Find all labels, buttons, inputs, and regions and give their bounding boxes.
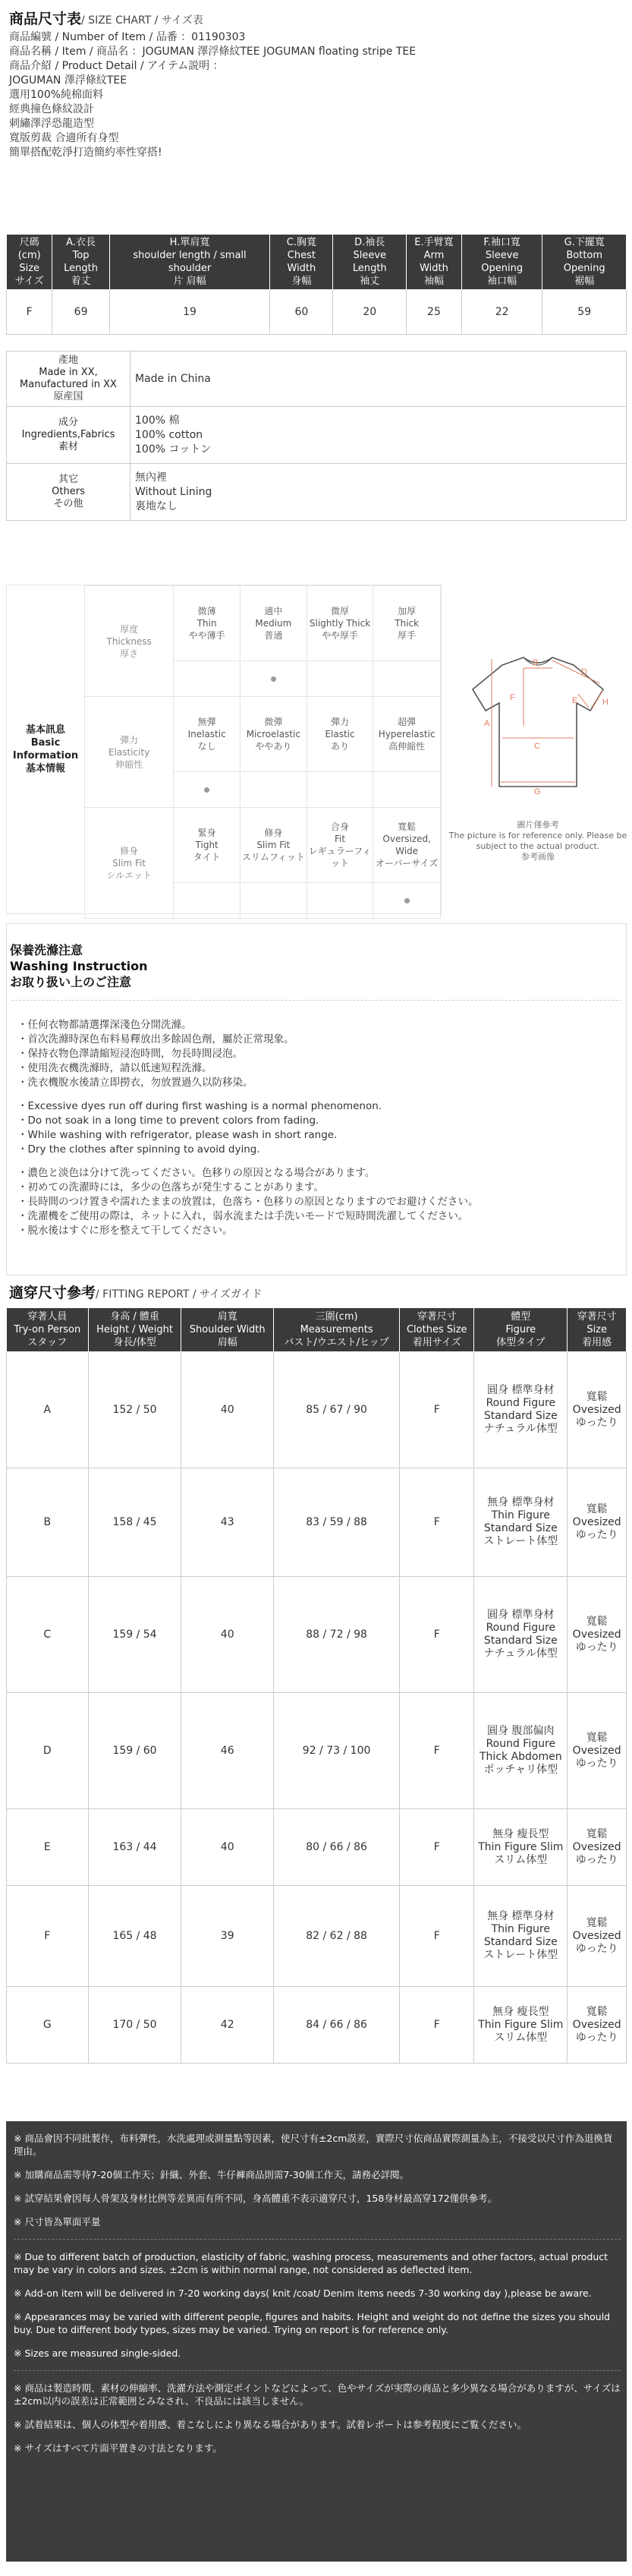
info-line: 商品編號 / Number of Item / 品番 ：01190303 bbox=[9, 31, 246, 43]
note-line: ※ Appearances may be varied with different people, figures and habits. Height and weight do not define the sizes you should buy. Due to different body types, sizes may be varied. Trying on report is for reference only. bbox=[14, 2311, 611, 2335]
fitting-cell: 無身 瘦長型 Thin Figure Slim スリム体型 bbox=[474, 1987, 568, 2064]
fitting-cell: 寬鬆 Ovesized ゆったり bbox=[568, 1987, 627, 2064]
fitting-cell: 無身 標準身材 Thin Figure Standard Size ストレート体型 bbox=[474, 1886, 568, 1987]
page-title bbox=[9, 8, 203, 28]
note-line: ※ Add-on item will be delivered in 7-20 working days( knit /coat/ Denim items needs 7-30 working day ),please be aware. bbox=[14, 2288, 592, 2299]
basic-info-panel bbox=[6, 585, 442, 914]
feel-mark bbox=[373, 772, 441, 808]
fitting-cell: F bbox=[400, 1352, 474, 1468]
feel-option: 微彈 Microelastic ややあり bbox=[241, 697, 307, 772]
fitting-cell: 寬鬆 Ovesized ゆったり bbox=[568, 1886, 627, 1987]
fitting-cell: F bbox=[7, 1886, 89, 1987]
table-row bbox=[7, 1809, 627, 1886]
fitting-cell: F bbox=[400, 1809, 474, 1886]
fitting-cell: 寬鬆 Ovesized ゆったり bbox=[568, 1468, 627, 1577]
tshirt-measurement-diagram bbox=[448, 635, 628, 825]
selected-dot bbox=[204, 787, 209, 793]
diagram-label-g: G bbox=[534, 787, 541, 796]
size-cell: 25 bbox=[407, 290, 462, 335]
fitting-cell: 158 / 45 bbox=[88, 1468, 181, 1577]
fitting-header: 穿著人員 Try-on Person スタッフ bbox=[7, 1308, 89, 1352]
feel-option: 彈力 Elastic あり bbox=[307, 697, 373, 772]
fitting-cell: 40 bbox=[181, 1352, 274, 1468]
diagram-label-h: H bbox=[602, 698, 608, 707]
fitting-cell: C bbox=[7, 1577, 89, 1693]
table-row bbox=[85, 808, 441, 883]
material-value: Made in China bbox=[130, 352, 627, 407]
fitting-cell: 152 / 50 bbox=[88, 1352, 181, 1468]
washing-block: ・任何衣物都請選擇深淺色分開洗滌。 ・首次洗滌時深色布料易釋放出多餘固色劑，屬於正常現象。 ・保持衣物色澤請縮短浸泡時間，勿長時間浸泡。 ・使用洗衣機洗滌時，請以低速短程洗滌。 ・洗衣機脫水後請立即撈衣，勿放置過久以防移染。 bbox=[17, 1019, 294, 1089]
info-line: 經典撞色條紋設計 bbox=[9, 103, 94, 115]
fitting-title-text: 適穿尺寸參考 bbox=[9, 1285, 96, 1301]
fitting-cell: 39 bbox=[181, 1886, 274, 1987]
fitting-cell: 圓身 腹部偏肉 Round Figure Thick Abdomen ポッチャリ体型 bbox=[474, 1693, 568, 1809]
note-line: ※ 試穿結果會因每人骨架及身材比例等差異而有所不同，身高體重不表示適穿尺寸，158身材最高穿172僅供參考。 bbox=[14, 2193, 498, 2204]
fitting-cell: F bbox=[400, 1693, 474, 1809]
info-line: 選用100%純棉面料 bbox=[9, 89, 104, 101]
fitting-cell: 42 bbox=[181, 1987, 274, 2064]
feel-option: 微薄 Thin やや薄手 bbox=[174, 586, 241, 661]
fitting-cell: 88 / 72 / 98 bbox=[273, 1577, 399, 1693]
washing-title: 保養洗滌注意 Washing Instruction お取り扱い上のご注意 bbox=[10, 943, 148, 989]
fitting-cell: F bbox=[400, 1987, 474, 2064]
size-cell: 20 bbox=[333, 290, 407, 335]
table-row bbox=[85, 586, 441, 661]
fitting-cell: 170 / 50 bbox=[88, 1987, 181, 2064]
fitting-cell: 43 bbox=[181, 1468, 274, 1577]
divider bbox=[11, 1000, 621, 1001]
size-cell: 69 bbox=[52, 290, 109, 335]
feel-mark bbox=[174, 772, 241, 808]
diagram-label-b: B bbox=[533, 658, 539, 667]
fitting-cell: E bbox=[7, 1809, 89, 1886]
fitting-title-sub: / FITTING REPORT / サイズガイド bbox=[96, 1288, 263, 1301]
info-line: 寬版剪裁 合適所有身型 bbox=[9, 132, 119, 144]
material-label: 產地 Made in XX, Manufactured in XX 原産国 bbox=[7, 352, 130, 407]
note-line: ※ 商品は製造時期、素材の伸縮率、洗濯方法や測定ポイントなどによって、色やサイズが実際の商品と多少異なる場合がありますが、サイズは±2cm以内の誤差は正常範囲とみなされ、不良品には該当しません。 bbox=[14, 2382, 621, 2407]
table-row bbox=[7, 464, 627, 521]
feel-mark bbox=[174, 661, 241, 697]
selected-dot bbox=[404, 898, 410, 903]
feel-option: 適中 Medium 普通 bbox=[241, 586, 307, 661]
size-cell: 59 bbox=[542, 290, 627, 335]
material-value: 無內裡 Without Lining 裏地なし bbox=[130, 464, 627, 521]
fitting-header: 體型 Figure 体型タイプ bbox=[474, 1308, 568, 1352]
feel-mark bbox=[373, 883, 441, 919]
material-label: 成分 Ingredients,Fabrics 素材 bbox=[7, 407, 130, 464]
washing-body bbox=[17, 1018, 479, 1247]
fitting-cell: 寬鬆 Ovesized ゆったり bbox=[568, 1693, 627, 1809]
note-line: ※ Sizes are measured single-sided. bbox=[14, 2347, 181, 2359]
diagram-label-f: F bbox=[510, 693, 515, 702]
info-line: 刺繡澤浮恐龍造型 bbox=[9, 118, 94, 130]
feel-mark bbox=[241, 661, 307, 697]
fitting-cell: 圓身 標準身材 Round Figure Standard Size ナチュラル体型 bbox=[474, 1352, 568, 1468]
note-line: ※ 尺寸皆為單面平量 bbox=[14, 2216, 101, 2228]
divider bbox=[14, 2370, 621, 2371]
note-line: ※ サイズはすべて片面平置きの寸法となります。 bbox=[14, 2442, 222, 2454]
material-label: 其它 Others その他 bbox=[7, 464, 130, 521]
size-header: A.衣長 Top Length 着丈 bbox=[52, 235, 109, 290]
fitting-title bbox=[9, 1282, 263, 1302]
diagram-label-d: D bbox=[581, 667, 587, 676]
fitting-header: 肩寬 Shoulder Width 肩幅 bbox=[181, 1308, 274, 1352]
feel-option: 加厚 Thick 厚手 bbox=[373, 586, 441, 661]
size-header: F.袖口寬 Sleeve Opening 袖口幅 bbox=[461, 235, 542, 290]
diagram-caption: 圖片僅參考 The picture is for reference only. Please be subject to the actual product. 参考画像 bbox=[448, 820, 627, 862]
feel-option: 合身 Fit レギュラーフィット bbox=[307, 808, 373, 883]
size-header: C.胸寬 Chest Width 身幅 bbox=[270, 235, 333, 290]
fitting-cell: 寬鬆 Ovesized ゆったり bbox=[568, 1577, 627, 1693]
size-cell: 19 bbox=[109, 290, 270, 335]
diagram-label-e: E bbox=[572, 696, 578, 705]
fitting-cell: 無身 瘦長型 Thin Figure Slim スリム体型 bbox=[474, 1809, 568, 1886]
feel-mark bbox=[241, 772, 307, 808]
diagram-label-c: C bbox=[534, 742, 540, 751]
fitting-header: 三圍(cm) Measurements バスト/ウエスト/ヒップ bbox=[273, 1308, 399, 1352]
size-header: 尺碼(cm) Size サイズ bbox=[7, 235, 52, 290]
table-row bbox=[7, 1352, 627, 1468]
fitting-cell: 無身 標準身材 Thin Figure Standard Size ストレート体型 bbox=[474, 1468, 568, 1577]
table-row bbox=[7, 1987, 627, 2064]
table-row bbox=[7, 1468, 627, 1577]
fitting-cell: B bbox=[7, 1468, 89, 1577]
feel-row-label: 彈力 Elasticity 伸縮性 bbox=[85, 697, 174, 808]
fitting-cell: D bbox=[7, 1693, 89, 1809]
feel-option: 緊身 Tight タイト bbox=[174, 808, 241, 883]
washing-instruction bbox=[6, 923, 627, 1275]
divider bbox=[14, 2239, 621, 2240]
info-line: 商品名稱 / Item / 商品名 ：JOGUMAN 澤浮條紋TEE JOGUMAN floating stripe TEE bbox=[9, 46, 417, 58]
size-chart-table bbox=[6, 234, 627, 335]
materials-table bbox=[6, 351, 627, 521]
washing-block: ・濃色と淡色は分けて洗ってください。色移りの原因となる場合があります。 ・初めての洗濯時には，多少の色落ちが発生することがあります。 ・長時間のつけ置きや濡れたままの放置は，色落ち・色移りの原因となりますのでお避けください。 ・洗濯機をご使用の際は，ネットに入れ，弱水流または手洗いモードで短時間洗濯してください。 ・脱水後はすぐに形を整えて干してください。 bbox=[17, 1167, 479, 1237]
basic-info-title: 基本訊息 Basic Information 基本情報 bbox=[12, 724, 79, 774]
feel-option: 寬鬆 Oversized, Wide オーバーサイズ bbox=[373, 808, 441, 883]
info-line: JOGUMAN 澤浮條紋TEE bbox=[9, 74, 127, 87]
table-row bbox=[7, 1693, 627, 1809]
fitting-cell: 85 / 67 / 90 bbox=[273, 1352, 399, 1468]
info-line: 簡單搭配乾淨打造簡約率性穿搭! bbox=[9, 147, 162, 159]
page-title-sub: / SIZE CHART / サイズ表 bbox=[81, 14, 203, 27]
fitting-cell: 165 / 48 bbox=[88, 1886, 181, 1987]
fitting-cell: 80 / 66 / 86 bbox=[273, 1809, 399, 1886]
product-info bbox=[9, 30, 416, 160]
fitting-cell: 83 / 59 / 88 bbox=[273, 1468, 399, 1577]
table-row bbox=[7, 290, 627, 335]
fitting-cell: 163 / 44 bbox=[88, 1809, 181, 1886]
feel-row-label: 修身 Slim Fit シルエット bbox=[85, 808, 174, 919]
size-header: H.單肩寬 shoulder length / small shoulder 片 肩幅 bbox=[109, 235, 270, 290]
fitting-cell: 40 bbox=[181, 1577, 274, 1693]
note-line: ※ 商品會因不同批製作，布料彈性，水洗處理或測量點等因素，使尺寸有±2cm誤差，實際尺寸依商品實際測量為主，不接受以尺寸作為退換貨理由。 bbox=[14, 2133, 613, 2157]
fitting-cell: 寬鬆 Ovesized ゆったり bbox=[568, 1352, 627, 1468]
size-header: D.袖長 Sleeve Length 袖丈 bbox=[333, 235, 407, 290]
fitting-cell: F bbox=[400, 1468, 474, 1577]
size-cell: F bbox=[7, 290, 52, 335]
fitting-cell: 寬鬆 Ovesized ゆったり bbox=[568, 1809, 627, 1886]
size-header: E.手臂寬 Arm Width 袖幅 bbox=[407, 235, 462, 290]
fitting-cell: 92 / 73 / 100 bbox=[273, 1693, 399, 1809]
notes-panel bbox=[6, 2121, 627, 2562]
info-line: 商品介紹 / Product Detail / アイテム説明 ： bbox=[9, 60, 224, 72]
fitting-cell: F bbox=[400, 1886, 474, 1987]
fitting-cell: F bbox=[400, 1577, 474, 1693]
fitting-cell: 82 / 62 / 88 bbox=[273, 1886, 399, 1987]
feel-option: 修身 Slim Fit スリムフィット bbox=[241, 808, 307, 883]
feel-mark bbox=[241, 883, 307, 919]
basic-info-grid bbox=[84, 585, 441, 919]
fitting-cell: G bbox=[7, 1987, 89, 2064]
table-row bbox=[7, 407, 627, 464]
fitting-table bbox=[6, 1307, 627, 2064]
feel-mark bbox=[307, 883, 373, 919]
size-header: G.下擺寬 Bottom Opening 裾幅 bbox=[542, 235, 627, 290]
table-row bbox=[7, 1886, 627, 1987]
fitting-cell: 40 bbox=[181, 1809, 274, 1886]
fitting-cell: 84 / 66 / 86 bbox=[273, 1987, 399, 2064]
washing-block: ・Excessive dyes run off during first washing is a normal phenomenon. ・Do not soak in a long time to prevent colors from fading. ・While washing with refrigerator, please wash in short range. ・Dry the clothes after spinning to avoid dying. bbox=[17, 1100, 382, 1156]
feel-option: 無彈 Inelastic なし bbox=[174, 697, 241, 772]
table-row bbox=[85, 697, 441, 772]
feel-option: 超彈 Hyperelastic 高伸縮性 bbox=[373, 697, 441, 772]
feel-mark bbox=[174, 883, 241, 919]
feel-mark bbox=[307, 772, 373, 808]
page-title-text: 商品尺寸表 bbox=[9, 11, 82, 27]
size-cell: 22 bbox=[461, 290, 542, 335]
feel-mark bbox=[307, 661, 373, 697]
feel-option: 微厚 Slightly Thick やや厚手 bbox=[307, 586, 373, 661]
feel-mark bbox=[373, 661, 441, 697]
fitting-cell: A bbox=[7, 1352, 89, 1468]
table-row bbox=[7, 352, 627, 407]
fitting-header: 穿著尺寸 Size 着用感 bbox=[568, 1308, 627, 1352]
selected-dot bbox=[271, 676, 276, 682]
note-line: ※ Due to different batch of production, elasticity of fabric, washing process, measurements and other factors, actual product may be vary in colors and sizes. ±2cm is within normal range, not considered as deflected item. bbox=[14, 2251, 608, 2275]
size-cell: 60 bbox=[270, 290, 333, 335]
fitting-cell: 46 bbox=[181, 1693, 274, 1809]
table-row bbox=[7, 1577, 627, 1693]
note-line: ※ 試着結果は、個人の体型や着用感、着こなしにより異なる場合があります。試着レポートは参考程度にご覧ください。 bbox=[14, 2419, 527, 2430]
fitting-cell: 159 / 60 bbox=[88, 1693, 181, 1809]
fitting-cell: 159 / 54 bbox=[88, 1577, 181, 1693]
fitting-header: 身高 / 體重 Height / Weight 身長/体型 bbox=[88, 1308, 181, 1352]
material-value: 100% 棉 100% cotton 100% コットン bbox=[130, 407, 627, 464]
diagram-label-a: A bbox=[484, 719, 490, 728]
feel-row-label: 厚度 Thickness 厚さ bbox=[85, 586, 174, 697]
fitting-header: 穿著尺寸 Clothes Size 着用サイズ bbox=[400, 1308, 474, 1352]
note-line: ※ 加購商品需等待7-20個工作天；針織、外套、牛仔褲商品則需7-30個工作天，請務必詳閱。 bbox=[14, 2169, 410, 2180]
fitting-cell: 圓身 標準身材 Round Figure Standard Size ナチュラル体型 bbox=[474, 1577, 568, 1693]
